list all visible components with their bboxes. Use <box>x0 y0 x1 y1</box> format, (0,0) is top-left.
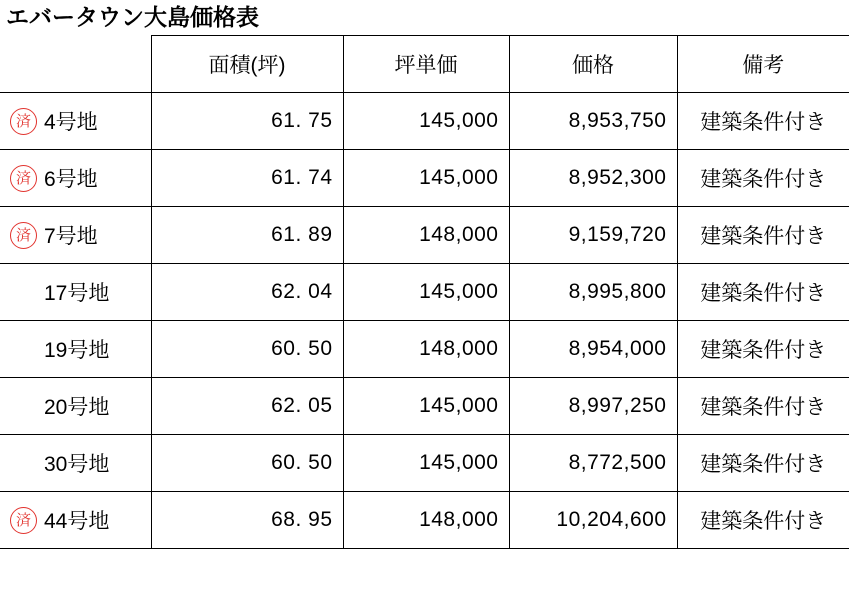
table-row <box>0 93 849 150</box>
table-row <box>0 492 849 549</box>
unit-price-cell: 145,000 <box>343 264 509 321</box>
sold-stamp-icon: 済 <box>10 108 37 135</box>
lot-cell <box>0 378 151 435</box>
column-header-price: 価格 <box>509 36 677 93</box>
lot-inner <box>10 264 141 320</box>
column-header-area: 面積(坪) <box>151 36 343 93</box>
note-cell: 建築条件付き <box>677 264 849 321</box>
price-cell: 8,952,300 <box>509 150 677 207</box>
price-cell: 8,953,750 <box>509 93 677 150</box>
unit-price-cell: 145,000 <box>343 93 509 150</box>
table-row <box>0 264 849 321</box>
area-cell: 60. 50 <box>151 321 343 378</box>
area-cell: 61. 74 <box>151 150 343 207</box>
unit-price-cell: 145,000 <box>343 378 509 435</box>
page-title: エバータウン大島価格表 <box>6 4 259 30</box>
price-table <box>0 35 849 549</box>
lot-cell <box>0 321 151 378</box>
lot-cell <box>0 264 151 321</box>
lot-inner <box>10 378 141 434</box>
area-cell: 68. 95 <box>151 492 343 549</box>
price-cell: 8,772,500 <box>509 435 677 492</box>
sold-stamp-icon: 済 <box>10 507 37 534</box>
sold-stamp-icon: 済 <box>10 222 37 249</box>
lot-label: 17号地 <box>44 282 110 305</box>
unit-price-cell: 145,000 <box>343 435 509 492</box>
lot-label: 7号地 <box>44 225 98 248</box>
lot-cell <box>0 93 151 150</box>
area-cell: 62. 05 <box>151 378 343 435</box>
note-cell: 建築条件付き <box>677 150 849 207</box>
column-header-unit-price: 坪単価 <box>343 36 509 93</box>
unit-price-cell: 148,000 <box>343 492 509 549</box>
note-cell: 建築条件付き <box>677 93 849 150</box>
lot-cell <box>0 492 151 549</box>
column-header-lot <box>0 36 151 93</box>
unit-price-cell: 145,000 <box>343 150 509 207</box>
lot-inner <box>10 150 141 206</box>
unit-price-cell: 148,000 <box>343 207 509 264</box>
lot-cell <box>0 150 151 207</box>
note-cell: 建築条件付き <box>677 435 849 492</box>
lot-label: 20号地 <box>44 396 110 419</box>
area-cell: 62. 04 <box>151 264 343 321</box>
lot-label: 6号地 <box>44 168 98 191</box>
note-cell: 建築条件付き <box>677 492 849 549</box>
area-cell: 61. 75 <box>151 93 343 150</box>
table-body <box>0 93 849 549</box>
lot-label: 30号地 <box>44 453 110 476</box>
lot-inner <box>10 492 141 548</box>
price-cell: 8,954,000 <box>509 321 677 378</box>
table-row <box>0 150 849 207</box>
lot-inner <box>10 435 141 491</box>
header-row <box>0 36 849 93</box>
lot-cell <box>0 207 151 264</box>
sold-stamp-icon: 済 <box>10 165 37 192</box>
area-cell: 60. 50 <box>151 435 343 492</box>
lot-cell <box>0 435 151 492</box>
lot-inner <box>10 321 141 377</box>
price-cell: 8,995,800 <box>509 264 677 321</box>
area-cell: 61. 89 <box>151 207 343 264</box>
lot-label: 44号地 <box>44 510 110 533</box>
table-row <box>0 378 849 435</box>
table-row <box>0 207 849 264</box>
column-header-note: 備考 <box>677 36 849 93</box>
table-row <box>0 435 849 492</box>
note-cell: 建築条件付き <box>677 207 849 264</box>
price-cell: 10,204,600 <box>509 492 677 549</box>
lot-label: 19号地 <box>44 339 110 362</box>
unit-price-cell: 148,000 <box>343 321 509 378</box>
lot-inner <box>10 93 141 149</box>
price-cell: 8,997,250 <box>509 378 677 435</box>
note-cell: 建築条件付き <box>677 321 849 378</box>
note-cell: 建築条件付き <box>677 378 849 435</box>
lot-label: 4号地 <box>44 111 98 134</box>
lot-inner <box>10 207 141 263</box>
price-cell: 9,159,720 <box>509 207 677 264</box>
table-header <box>0 36 849 93</box>
table-row <box>0 321 849 378</box>
